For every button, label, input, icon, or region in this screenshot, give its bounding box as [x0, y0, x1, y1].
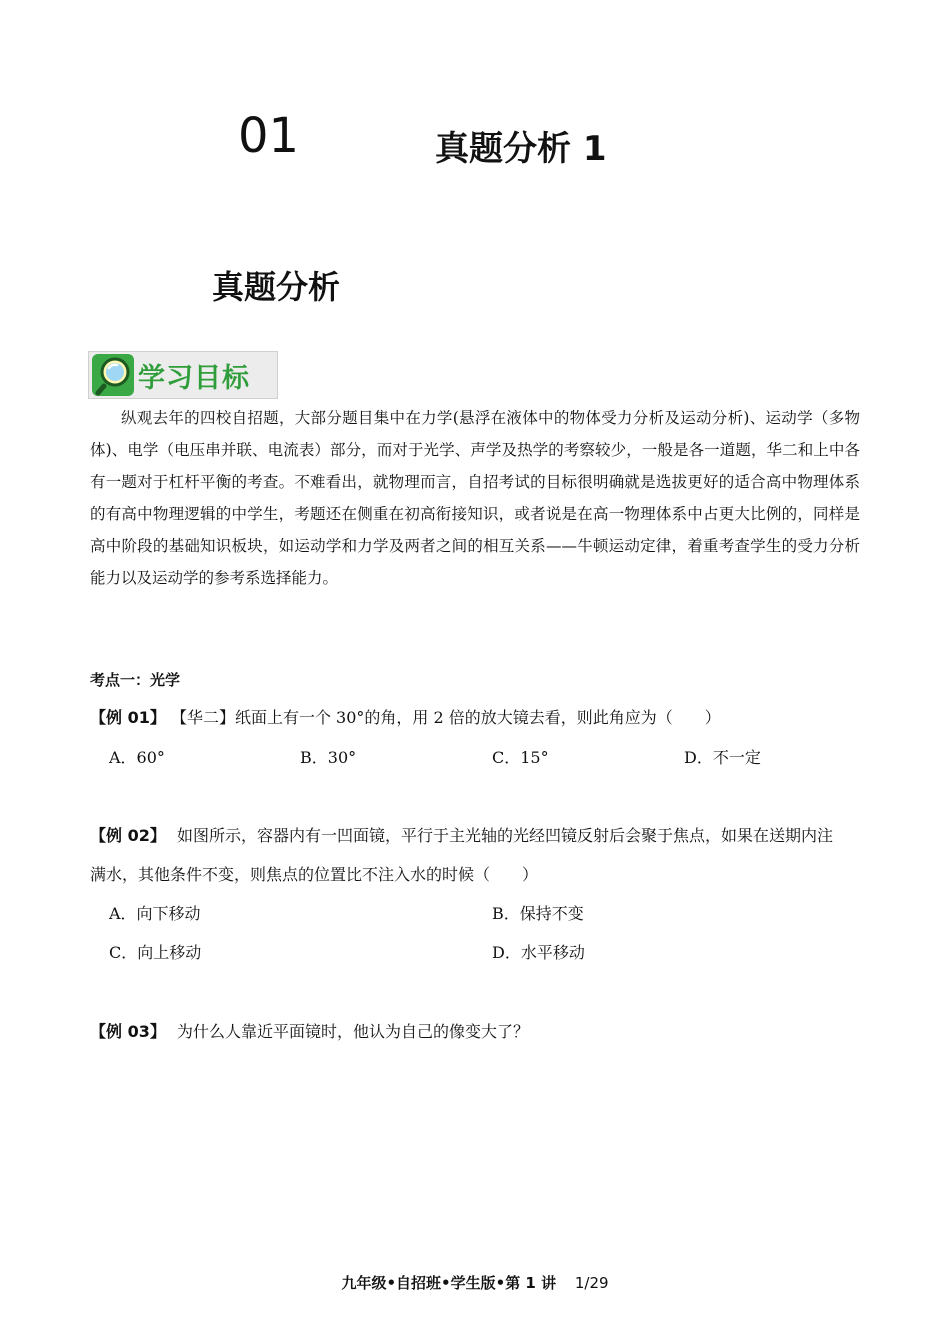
section-title: 真题分析	[212, 268, 341, 306]
option-a: A．60°	[109, 748, 165, 767]
learning-goals-badge	[88, 351, 278, 399]
magnifier-icon	[91, 353, 135, 397]
question-label: 【例 02】	[90, 826, 166, 845]
question-text: 为什么人靠近平面镜时，他认为自己的像变大了？	[176, 1022, 529, 1041]
option-a: A．向下移动	[109, 904, 201, 923]
question-label: 【例 03】	[90, 1022, 166, 1041]
question-03	[90, 1019, 865, 1045]
question-02	[90, 823, 865, 849]
intro-paragraph: 纵观去年的四校自招题，大部分题目集中在力学(悬浮在液体中的物体受力分析及运动分析)、运动学（多物体)、电学（电压串并联、电流表）部分，而对于光学、声学及热学的考察较少，一般是各一道题，华二和上中各有一题对于杠杆平衡的考查。不难看出，就物理而言，自招考试的目标很明确就是选拔更好的适合高中物理体系的有高中物理逻辑的中学生，考题还在侧重在初高衔接知识，或者说是在高一物理体系中占更大比例的，同样是高中阶段的基础知识板块，如运动学和力学及两者之间的相互关系——牛顿运动定律，着重考查学生的受力分析能力以及运动学的参考系选择能力。	[90, 409, 860, 587]
option-d: D．水平移动	[492, 943, 585, 962]
topic-heading: 考点一：光学	[90, 671, 181, 689]
lecture-title: 真题分析 1	[435, 129, 607, 169]
question-02-cont: 满水，其他条件不变，则焦点的位置比不注入水的时候（ ）	[90, 865, 539, 884]
page-footer	[0, 1270, 950, 1296]
option-c: C．向上移动	[109, 943, 202, 962]
option-b: B．保持不变	[492, 904, 584, 923]
lecture-number: 01	[238, 108, 300, 164]
footer-title: 九年级•自招班•学生版•第 1 讲	[341, 1274, 557, 1292]
option-c: C．15°	[492, 748, 549, 767]
question-text: 如图所示，容器内有一凹面镜，平行于主光轴的光经凹镜反射后会聚于焦点，如果在送期内注	[176, 826, 833, 845]
question-text: 【华二】纸面上有一个 30°的角，用 2 倍的放大镜去看，则此角应为（ ）	[170, 708, 721, 727]
question-label: 【例 01】	[90, 708, 166, 727]
option-d: D．不一定	[684, 748, 761, 767]
option-b: B．30°	[300, 748, 357, 767]
question-01	[90, 705, 865, 731]
page-number: 1/29	[574, 1274, 609, 1292]
badge-label: 学习目标	[138, 362, 250, 394]
